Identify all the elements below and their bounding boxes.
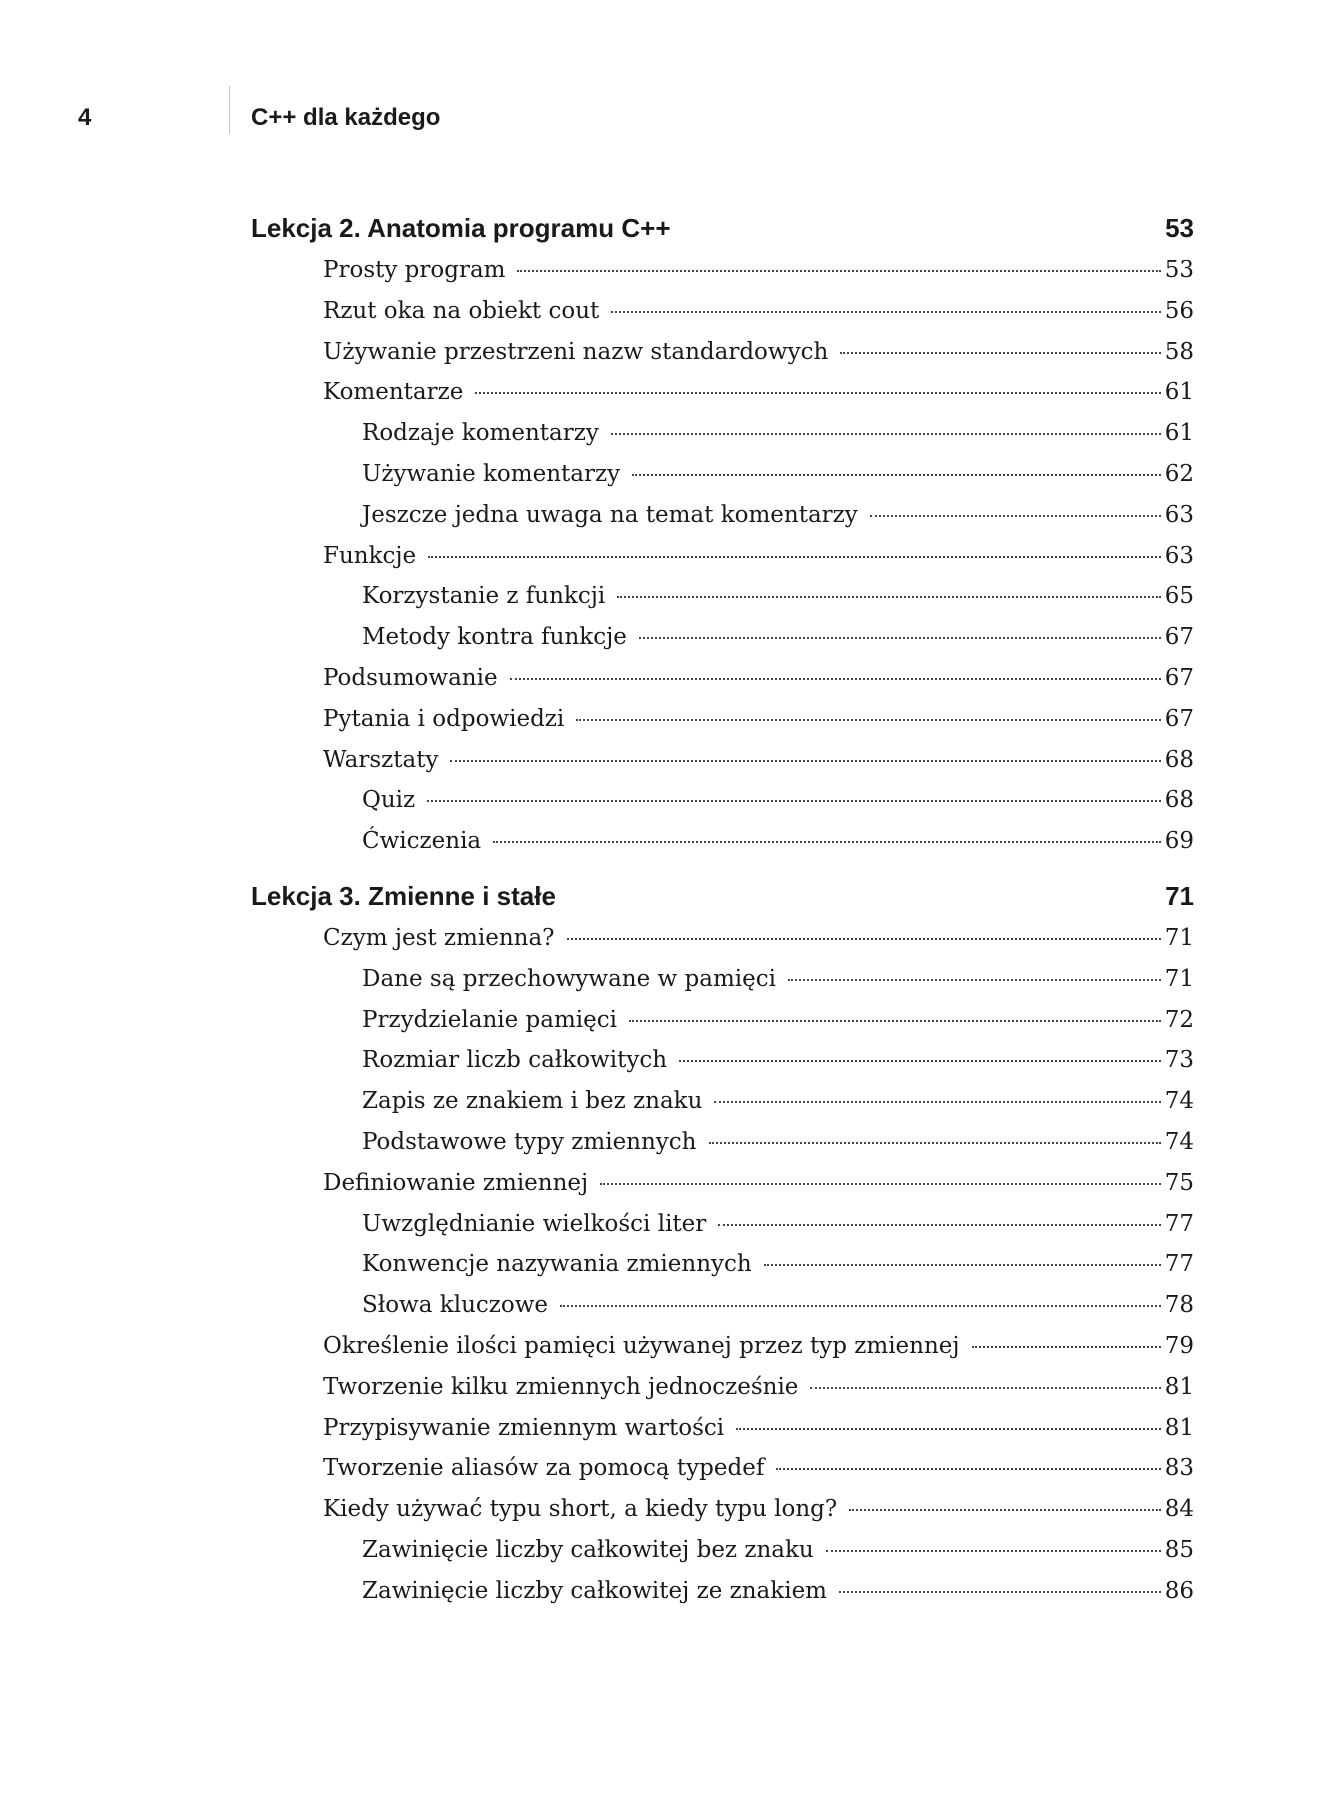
dot-leader: [972, 1346, 1161, 1348]
dot-leader: [632, 474, 1161, 476]
entry-title: Quiz: [362, 787, 416, 814]
toc-entry[interactable]: [251, 379, 1194, 420]
toc-subentry[interactable]: [251, 1129, 1194, 1170]
toc-subentry[interactable]: [251, 1292, 1194, 1333]
toc-subentry[interactable]: [251, 624, 1194, 665]
toc-subentry[interactable]: [251, 1047, 1194, 1088]
dot-leader: [639, 637, 1161, 639]
entry-title: Rzut oka na obiekt cout: [323, 297, 600, 324]
entry-title: Przydzielanie pamięci: [362, 1006, 617, 1033]
entry-title: Zapis ze znakiem i bez znaku: [362, 1088, 703, 1115]
chapter-page-number: 53: [1165, 213, 1194, 243]
entry-page-number: 78: [1164, 1292, 1194, 1319]
toc-subentry[interactable]: [251, 502, 1194, 543]
dot-leader: [810, 1387, 1160, 1389]
entry-page-number: 69: [1164, 828, 1194, 855]
entry-title: Przypisywanie zmiennym wartości: [323, 1414, 725, 1441]
header-divider: [229, 86, 230, 134]
toc-entry[interactable]: [251, 1170, 1194, 1211]
toc-entry[interactable]: [251, 925, 1194, 966]
dot-leader: [629, 1020, 1161, 1022]
dot-leader: [788, 979, 1161, 981]
dot-leader: [567, 938, 1161, 940]
entry-page-number: 84: [1164, 1496, 1194, 1523]
entry-page-number: 71: [1164, 924, 1194, 951]
entry-title: Kiedy używać typu short, a kiedy typu long?: [323, 1496, 838, 1523]
entry-page-number: 67: [1164, 705, 1194, 732]
dot-leader: [849, 1509, 1161, 1511]
dot-leader: [679, 1060, 1161, 1062]
entry-page-number: 75: [1164, 1169, 1194, 1196]
toc-entry[interactable]: [251, 1333, 1194, 1374]
toc-subentry[interactable]: [251, 583, 1194, 624]
entry-page-number: 81: [1164, 1373, 1194, 1400]
entry-title: Tworzenie kilku zmiennych jednocześnie: [323, 1373, 799, 1400]
entry-page-number: 62: [1164, 460, 1194, 487]
dot-leader: [617, 596, 1160, 598]
entry-page-number: 83: [1164, 1455, 1194, 1482]
entry-title: Podsumowanie: [323, 664, 498, 691]
chapter-title: Lekcja 3. Zmienne i stałe: [251, 880, 556, 911]
entry-title: Rozmiar liczb całkowitych: [362, 1047, 668, 1074]
entry-title: Warsztaty: [323, 746, 439, 773]
toc-subentry[interactable]: [251, 461, 1194, 502]
entry-title: Zawinięcie liczby całkowitej bez znaku: [362, 1536, 814, 1563]
entry-page-number: 85: [1164, 1536, 1194, 1563]
toc-entry[interactable]: [251, 747, 1194, 788]
entry-title: Zawinięcie liczby całkowitej ze znakiem: [362, 1577, 827, 1604]
chapter-heading[interactable]: [251, 213, 1194, 257]
entry-page-number: 68: [1164, 746, 1194, 773]
entry-page-number: 58: [1164, 338, 1194, 365]
entry-title: Używanie komentarzy: [362, 460, 621, 487]
dot-leader: [611, 311, 1160, 313]
dot-leader: [709, 1142, 1161, 1144]
chapter-block: [251, 213, 1194, 869]
toc-subentry[interactable]: [251, 1251, 1194, 1292]
entry-page-number: 81: [1164, 1414, 1194, 1441]
entry-page-number: 61: [1164, 379, 1194, 406]
entry-title: Rodzaje komentarzy: [362, 420, 599, 447]
toc-entry[interactable]: [251, 1496, 1194, 1537]
entry-title: Uwzględnianie wielkości liter: [362, 1210, 707, 1237]
toc-subentry[interactable]: [251, 1211, 1194, 1252]
toc-subentry[interactable]: [251, 966, 1194, 1007]
entry-page-number: 71: [1164, 965, 1194, 992]
entry-page-number: 63: [1164, 501, 1194, 528]
entry-title: Komentarze: [323, 379, 464, 406]
entry-title: Określenie ilości pamięci używanej przez typ zmiennej: [323, 1332, 960, 1359]
entry-title: Słowa kluczowe: [362, 1292, 549, 1319]
dot-leader: [611, 433, 1161, 435]
dot-leader: [517, 270, 1160, 272]
toc-entry[interactable]: [251, 1415, 1194, 1456]
entry-page-number: 86: [1164, 1577, 1194, 1604]
dot-leader: [493, 841, 1161, 843]
dot-leader: [427, 800, 1161, 802]
entry-page-number: 77: [1164, 1210, 1194, 1237]
dot-leader: [475, 392, 1160, 394]
entry-title: Podstawowe typy zmiennych: [362, 1128, 697, 1155]
dot-leader: [840, 352, 1160, 354]
table-of-contents: [251, 213, 1194, 1619]
toc-subentry[interactable]: [251, 1578, 1194, 1619]
entry-title: Ćwiczenia: [362, 828, 482, 855]
toc-entry[interactable]: [251, 665, 1194, 706]
dot-leader: [510, 678, 1161, 680]
toc-entry[interactable]: [251, 339, 1194, 380]
chapter-heading[interactable]: [251, 881, 1194, 925]
entry-title: Jeszcze jedna uwaga na temat komentarzy: [362, 501, 858, 528]
entry-title: Używanie przestrzeni nazw standardowych: [323, 338, 829, 365]
entry-page-number: 68: [1164, 787, 1194, 814]
toc-entry[interactable]: [251, 1374, 1194, 1415]
chapter-page-number: 71: [1165, 880, 1194, 911]
dot-leader: [450, 760, 1160, 762]
toc-subentry[interactable]: [251, 1007, 1194, 1048]
dot-leader: [839, 1591, 1161, 1593]
toc-subentry[interactable]: [251, 787, 1194, 828]
entry-page-number: 67: [1164, 624, 1194, 651]
entry-page-number: 67: [1164, 664, 1194, 691]
toc-entry[interactable]: [251, 543, 1194, 584]
dot-leader: [714, 1101, 1160, 1103]
entry-title: Prosty program: [323, 257, 506, 283]
dot-leader: [870, 515, 1161, 517]
toc-subentry[interactable]: [251, 420, 1194, 461]
entry-title: Metody kontra funkcje: [362, 624, 627, 651]
entry-page-number: 56: [1164, 297, 1194, 324]
dot-leader: [576, 719, 1160, 721]
chapter-block: [251, 881, 1194, 1619]
running-head: [0, 100, 1339, 140]
toc-subentry[interactable]: [251, 828, 1194, 869]
entry-title: Funkcje: [323, 542, 417, 569]
entry-page-number: 65: [1164, 583, 1194, 610]
toc-entry[interactable]: [251, 257, 1194, 298]
page-number: 4: [78, 104, 92, 131]
entry-page-number: 72: [1164, 1006, 1194, 1033]
dot-leader: [428, 556, 1161, 558]
toc-entry[interactable]: [251, 298, 1194, 339]
entry-title: Tworzenie aliasów za pomocą typedef: [323, 1455, 765, 1482]
entry-title: Definiowanie zmiennej: [323, 1169, 589, 1196]
entry-title: Konwencje nazywania zmiennych: [362, 1251, 752, 1278]
entry-page-number: 53: [1164, 257, 1194, 283]
entry-title: Korzystanie z funkcji: [362, 583, 606, 610]
entry-page-number: 74: [1164, 1128, 1194, 1155]
dot-leader: [826, 1550, 1161, 1552]
entry-page-number: 73: [1164, 1047, 1194, 1074]
chapter-title: Lekcja 2. Anatomia programu C++: [251, 213, 671, 243]
dot-leader: [736, 1428, 1161, 1430]
dot-leader: [764, 1264, 1161, 1266]
entry-page-number: 61: [1164, 420, 1194, 447]
entry-title: Dane są przechowywane w pamięci: [362, 965, 776, 992]
toc-entry[interactable]: [251, 706, 1194, 747]
entry-page-number: 79: [1164, 1332, 1194, 1359]
entry-page-number: 74: [1164, 1088, 1194, 1115]
toc-subentry[interactable]: [251, 1088, 1194, 1129]
entry-page-number: 63: [1164, 542, 1194, 569]
dot-leader: [560, 1305, 1161, 1307]
entry-title: Czym jest zmienna?: [323, 924, 555, 951]
entry-page-number: 77: [1164, 1251, 1194, 1278]
toc-subentry[interactable]: [251, 1537, 1194, 1578]
toc-entry[interactable]: [251, 1455, 1194, 1496]
book-title: C++ dla każdego: [251, 104, 441, 131]
dot-leader: [718, 1224, 1160, 1226]
dot-leader: [600, 1183, 1161, 1185]
dot-leader: [776, 1468, 1160, 1470]
entry-title: Pytania i odpowiedzi: [323, 705, 565, 732]
